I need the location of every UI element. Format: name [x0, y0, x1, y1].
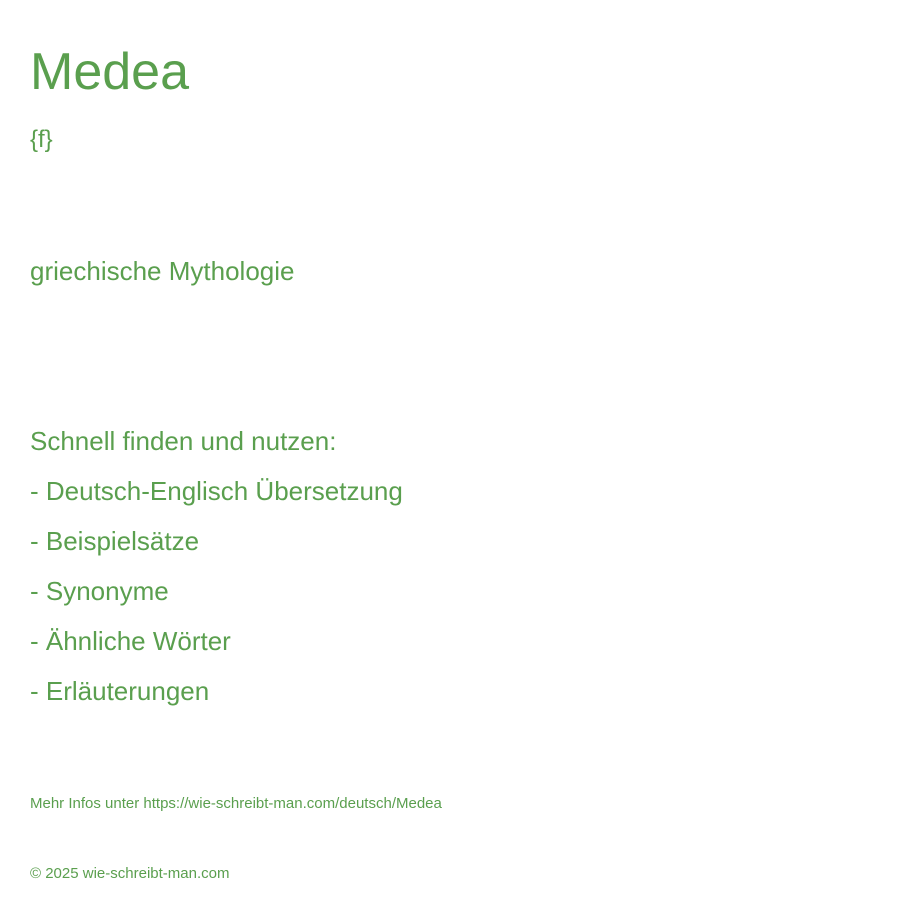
page-title: Medea — [30, 43, 189, 101]
copyright-text: © 2025 wie-schreibt-man.com — [30, 865, 230, 882]
feature-item-similar-words: - Ähnliche Wörter — [30, 626, 231, 656]
feature-item-explanations: - Erläuterungen — [30, 676, 210, 706]
gender-label: {f} — [30, 126, 53, 153]
feature-item-example-sentences: - Beispielsätze — [30, 526, 200, 556]
features-list — [30, 474, 403, 724]
more-info-link[interactable]: Mehr Infos unter https://wie-schreibt-man.com/deutsch/Medea — [30, 795, 442, 812]
meaning-text: griechische Mythologie — [30, 256, 295, 286]
features-heading: Schnell finden und nutzen: — [30, 426, 337, 456]
feature-item-translation: - Deutsch-Englisch Übersetzung — [30, 476, 403, 506]
feature-item-synonyms: - Synonyme — [30, 576, 169, 606]
